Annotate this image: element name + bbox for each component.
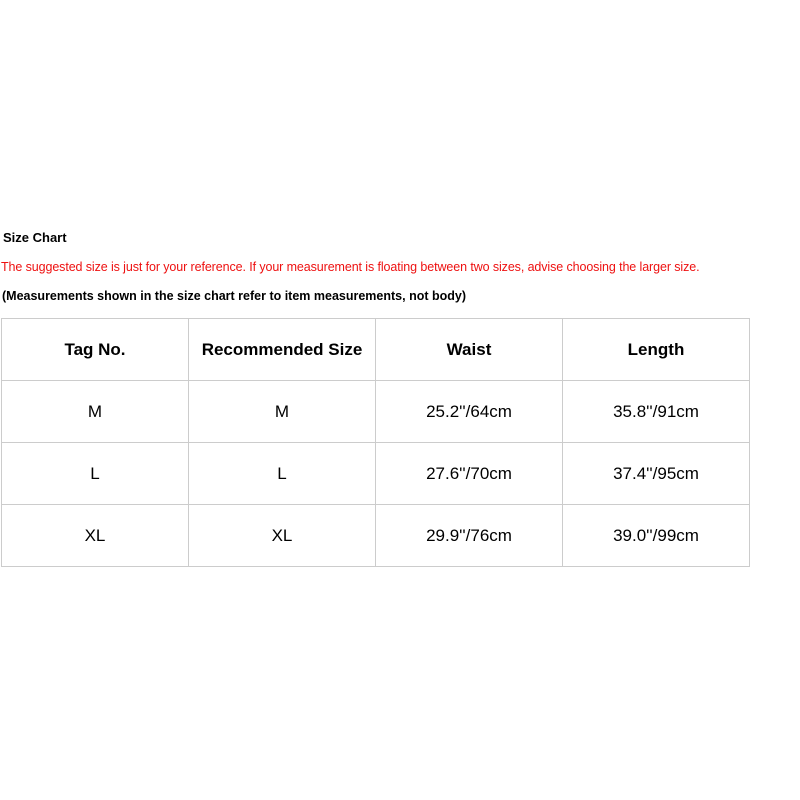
cell-recommended-size: M xyxy=(189,381,376,443)
header-waist: Waist xyxy=(376,319,563,381)
cell-length: 35.8''/91cm xyxy=(563,381,750,443)
cell-tag-no: XL xyxy=(2,505,189,567)
table-row xyxy=(2,381,750,443)
cell-tag-no: M xyxy=(2,381,189,443)
size-table xyxy=(1,318,750,567)
cell-tag-no: L xyxy=(2,443,189,505)
page-title: Size Chart xyxy=(3,230,67,245)
header-length: Length xyxy=(563,319,750,381)
size-notice: The suggested size is just for your reference. If your measurement is floating between two sizes, advise choosing the larger size. xyxy=(1,260,700,274)
cell-length: 39.0''/99cm xyxy=(563,505,750,567)
cell-recommended-size: L xyxy=(189,443,376,505)
cell-waist: 25.2''/64cm xyxy=(376,381,563,443)
table-row xyxy=(2,443,750,505)
table-header-row xyxy=(2,319,750,381)
cell-waist: 27.6''/70cm xyxy=(376,443,563,505)
cell-recommended-size: XL xyxy=(189,505,376,567)
table-row xyxy=(2,505,750,567)
cell-waist: 29.9''/76cm xyxy=(376,505,563,567)
measurement-note: (Measurements shown in the size chart refer to item measurements, not body) xyxy=(2,289,466,303)
header-tag-no: Tag No. xyxy=(2,319,189,381)
header-recommended-size: Recommended Size xyxy=(189,319,376,381)
cell-length: 37.4''/95cm xyxy=(563,443,750,505)
